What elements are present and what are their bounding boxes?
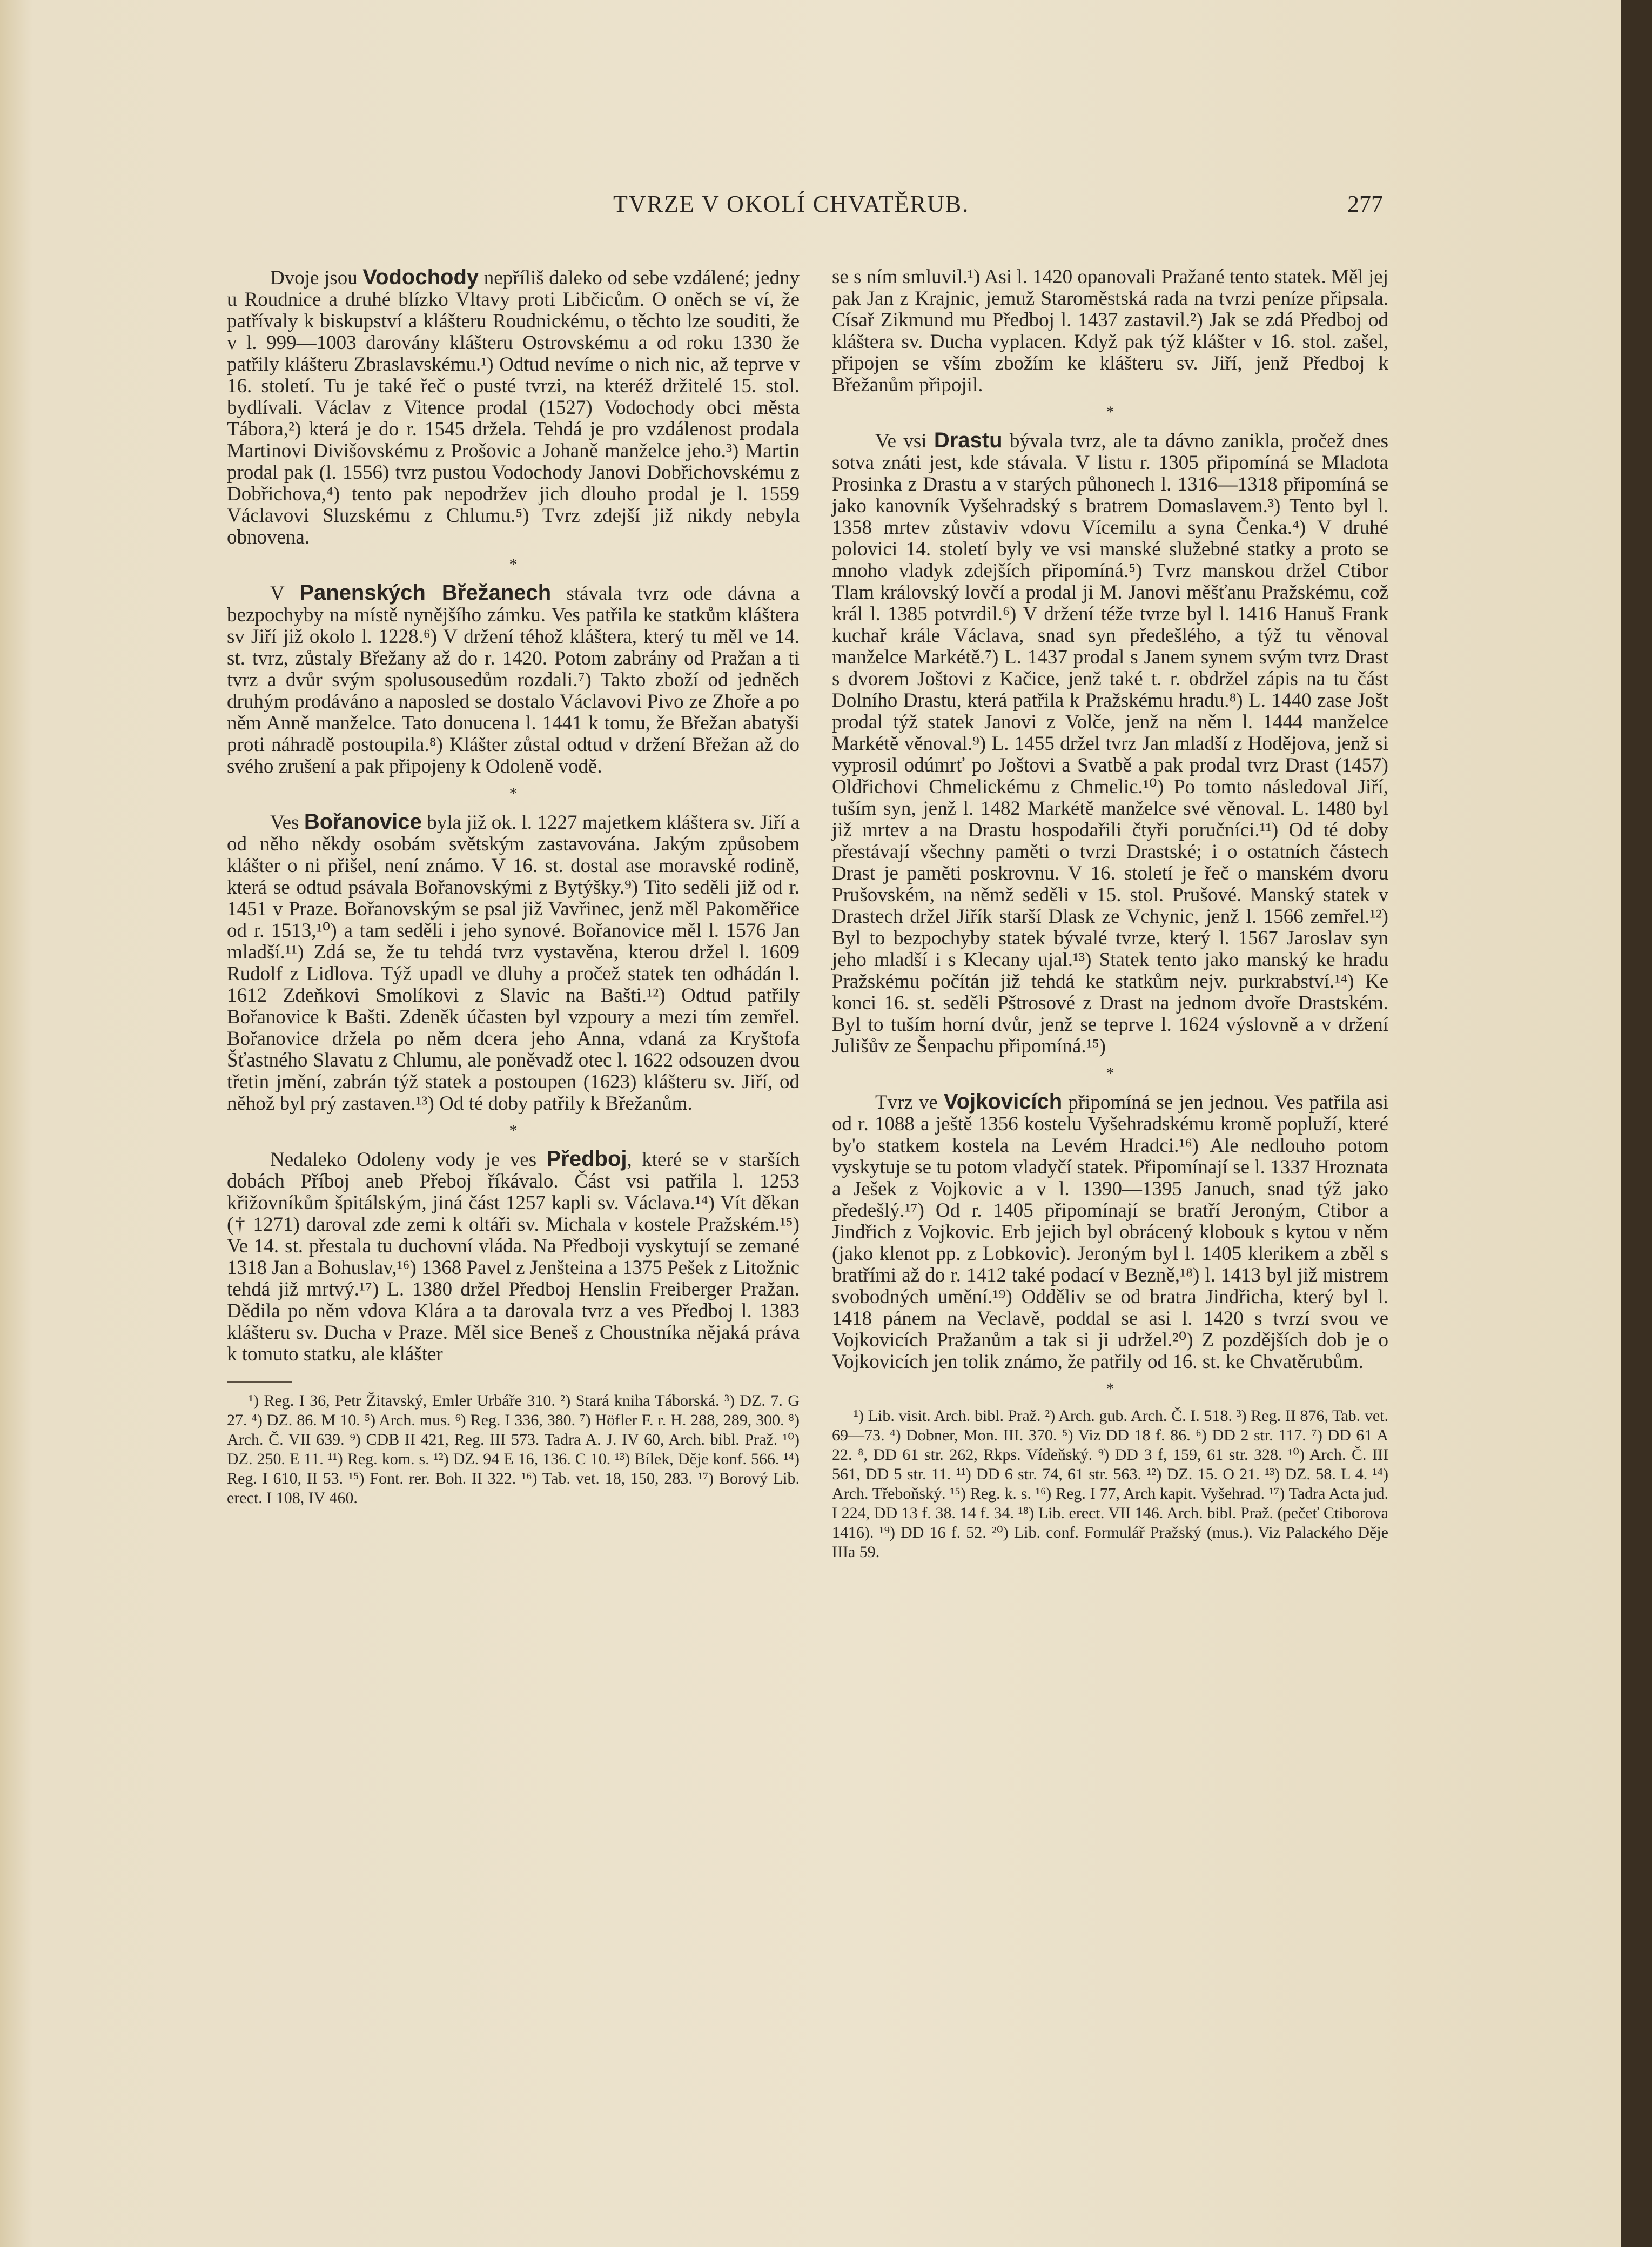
right-column bbox=[832, 266, 1388, 1562]
place-name-heading: Vodochody bbox=[362, 265, 479, 289]
section-separator-star: * bbox=[509, 555, 518, 573]
page-header bbox=[227, 190, 1383, 228]
section-separator-star: * bbox=[1106, 403, 1114, 421]
place-name-heading: Drastu bbox=[934, 428, 1003, 452]
footnote-divider bbox=[227, 1381, 292, 1383]
section-separator-star: * bbox=[509, 784, 518, 802]
section-separator-star: * bbox=[1106, 1380, 1114, 1398]
paragraph-predboj-continued: se s ním smluvil.¹) Asi l. 1420 opanovali Pražané tento statek. Měl jej pak Jan z Krajnic, jemuž Staroměstská rada na tvrzi peníze připsala. Císař Zikmund mu Předboj l. 1437 zastavil.²) Jak se zdá Předboj od kláštera sv. Ducha vyplacen. Když pak týž klášter v 16. stol. zašel, připojen se vším zbožím ke klášteru sv. Jiří, jenž Předboj k Břežanům připojil. bbox=[832, 266, 1388, 396]
footnotes-left: ¹) Reg. I 36, Petr Žitavský, Emler Urbáře 310. ²) Stará kniha Táborská. ³) DZ. 7. G 27. ⁴) DZ. 86. M 10. ⁵) Arch. mus. ⁶) Reg. I 336, 380. ⁷) Höfler F. r. H. 288, 289, 300. ⁸) Arch. Č. VII 639. ⁹) CDB II 421, Reg. III 573. Tadra A. J. IV 60, Arch. bibl. Praž. ¹⁰) DZ. 250. E 11. ¹¹) Reg. kom. s. ¹²) DZ. 94 E 16, 136. C 10. ¹³) Bílek, Děje konf. 566. ¹⁴) Reg. I 610, II 53. ¹⁵) Font. rer. Boh. II 322. ¹⁶) Tab. vet. 18, 150, 283. ¹⁷) Borový Lib. erect. I 108, IV 460. bbox=[227, 1392, 800, 1507]
paragraph-panenske-brezany: V Panenských Břežanech stávala tvrz ode dávna a bezpochyby na místě nynějšího zámku. Ves patřila ke statkům kláštera sv Jiří již okolo l. 1228.⁶) V držení téhož kláštera, který tu měl ve 14. st. tvrz, zůstaly Břežany až do r. 1420. Potom zabrány od Pražan a ti tvrz a dvůr svým spolusousedům rozdali.⁷) Takto zboží od jedněch druhým prodáváno a naposled se dostalo Václavovi Pivo ze Zhoře a po něm Anně manželce. Tato donucena l. 1441 k tomu, že Břežan abatyši proti náhradě postoupila.⁸) Klášter zůstal odtud v držení Břežan až do svého zrušení a pak připojeny k Odoleně vodě. bbox=[227, 581, 800, 777]
left-column bbox=[227, 266, 800, 1508]
running-title: TVRZE V OKOLÍ CHVATĚRUB. bbox=[613, 191, 970, 217]
place-name-heading: Vojkovicích bbox=[943, 1090, 1063, 1114]
paragraph-vojkovice: Tvrz ve Vojkovicích připomíná se jen jednou. Ves patřila asi od r. 1088 a ještě 1356 kostelu Vyšehradskému kromě popluží, které by'o statkem kostela na Levém Hradci.¹⁶) Ale nedlouho potom vyskytuje se tu potom vladyčí statek. Připomínají se l. 1337 Hroznata a Ješek z Vojkovic a v l. 1390—1395 Januch, snad týž jako předešlý.¹⁷) Od r. 1405 připomínají se bratří Jeroným, Ctibor a Jindřich z Vojkovic. Erb jejich byl obrácený klobouk s kytou v něm (jako klenot pp. z Lobkovic). Jeroným byl l. 1405 klerikem a zběl s bratřími až do r. 1412 také podací v Bezně,¹⁸) l. 1413 byl již mistrem svobodných umění.¹⁹) Odděliv se od bratra Jindřicha, který byl l. 1418 pánem na Veclavě, poddal se asi l. 1420 s tvrzí svou ve Vojkovicích Pražanům a tak si ji udržel.²⁰) Z pozdějších dob je o Vojkovicích jen tolik známo, že patřily od 16. st. ke Chvatěrubům. bbox=[832, 1090, 1389, 1373]
section-separator-star: * bbox=[1106, 1064, 1114, 1082]
place-name-heading: Předboj bbox=[546, 1147, 627, 1171]
paragraph-drast: Ve vsi Drastu bývala tvrz, ale ta dávno zanikla, pročež dnes sotva znáti jest, kde stávala. V listu r. 1305 připomíná se Mladota Prosinka z Drastu a v starých půhonech l. 1316—1318 připomíná se jako kanovník Vyšehradský s bratrem Domaslavem.³) Tento byl l. 1358 mrtev zůstaviv vdovu Vícemilu a syna Čenka.⁴) V druhé polovici 14. století byly ve vsi manské služebné statky a proto se mnoho vladyk zdejších připomíná.⁵) Tvrz manskou držel Ctibor Tlam královský lovčí a prodal ji M. Janovi měšťanu Pražskému, což král l. 1385 potvrdil.⁶) V držení téže tvrze byl l. 1416 Hanuš Frank kuchař krále Václava, snad syn předešlého, a týž tu věnoval manželce Markétě.⁷) L. 1437 prodal s Janem synem svým tvrz Drast s dvorem Joštovi z Kačice, jenž také t. r. obdržel zápis na tu část Dolního Drastu, která patřila k Pražskému hradu.⁸) L. 1440 zase Jošt prodal týž statek Janovi z Volče, jenž na něm l. 1444 manželce Markétě věnoval.⁹) L. 1455 držel tvrz Jan mladší z Hodějova, jenž si vyprosil odúmrť po Joštovi a Svatbě a pak prodal tvrz Drast (1457) Oldřichovi Chmelickému z Chmelic.¹⁰) Po tomto následoval Jiří, tuším syn, jenž l. 1482 Markétě manželce své věnoval. L. 1480 byl již mrtev a na Drastu hospodařili čtyři poručníci.¹¹) Od té doby přestávají všechny paměti o tvrzi Drastské; i o ostatních částech Drast je paměti poskrovnu. V 16. století je řeč o manském dvoru Prušovském, na němž seděli v 15. stol. Prušové. Manský statek v Drastech držel Jiřík starší Dlask ze Vchynic, jenž l. 1566 zemřel.¹²) Byl to bezpochyby statek bývalé tvrze, který l. 1567 Jaroslav syn jeho mladší i s Klecany ujal.¹³) Statek tento jako manský ke hradu Pražskému počítán již tehdá ke statkům nejv. purkrabství.¹⁴) Ke konci 16. st. seděli Pštrosové z Drast na jednom dvoře Drastském. Byl to tuším horní dvůr, jenž se teprve l. 1624 výslovně a v držení Julišův ze Šenpachu připomíná.¹⁵) bbox=[832, 428, 1388, 1057]
book-spine-edge bbox=[1621, 0, 1652, 2247]
footnotes-right: ¹) Lib. visit. Arch. bibl. Praž. ²) Arch. gub. Arch. Č. I. 518. ³) Reg. II 876, Tab. vet. 69—73. ⁴) Dobner, Mon. III. 370. ⁵) Viz DD 18 f. 86. ⁶) DD 2 str. 117. ⁷) DD 61 A 22. ⁸, DD 61 str. 262, Rkps. Vídeňský. ⁹) DD 3 f, 159, 61 str. 328. ¹⁰) Arch. Č. III 561, DD 5 str. 11. ¹¹) DD 6 str. 74, 61 str. 563. ¹²) DZ. 15. O 21. ¹³) DZ. 58. L 4. ¹⁴) Arch. Třeboňský. ¹⁵) Reg. k. s. ¹⁶) Reg. I 77, Arch kapit. Vyšehrad. ¹⁷) Tadra Acta jud. I 224, DD 13 f. 38. 14 f. 34. ¹⁸) Lib. erect. VII 146. Arch. bibl. Praž. (pečeť Ctiborova 1416). ¹⁹) DD 16 f. 52. ²⁰) Lib. conf. Formulář Pražský (mus.). Viz Palackého Děje IIIa 59. bbox=[832, 1407, 1388, 1561]
place-name-heading: Panenských Břežanech bbox=[299, 581, 552, 605]
place-name-heading: Bořanovice bbox=[304, 810, 422, 834]
section-separator-star: * bbox=[509, 1122, 518, 1139]
paragraph-predboj: Nedaleko Odoleny vody je ves Předboj, které se v starších dobách Příboj aneb Přeboj říkávalo. Část vsi patřila l. 1253 křižovníkům špitálským, jiná část 1257 kapli sv. Václava.¹⁴) Vít děkan († 1271) daroval zde zemi k oltáři sv. Michala v kostele Pražském.¹⁵) Ve 14. st. přestala tu duchovní vláda. Na Předboji vyskytují se zemané 1318 Jan a Bohuslav,¹⁶) 1368 Pavel z Jenšteina a 1375 Pešek z Litožnic tehdá již mrtvý.¹⁷) L. 1380 držel Předboj Henslin Freiberger Pražan. Dědila po něm vdova Klára a ta darovala tvrz a ves Předboj l. 1383 klášteru sv. Ducha v Praze. Měl sice Beneš z Choustníka nějaká práva k tomuto statku, ale klášter bbox=[227, 1147, 800, 1365]
page-number: 277 bbox=[1347, 191, 1383, 217]
paragraph-boranovice: Ves Bořanovice byla již ok. l. 1227 majetkem kláštera sv. Jiří a od něho někdy osobám světským zastavována. Jakým způsobem klášter o ni přišel, není známo. V 16. st. dostal ase moravské rodině, která se odtud psávala Bořanovskými z Bytýšky.⁹) Tito seděli již od r. 1451 v Praze. Bořanovským se psal již Vavřinec, jenž měl Pakoměřice od r. 1513,¹⁰) a tam seděli i jeho synové. Bořanovice měl l. 1576 Jan mladší.¹¹) Zdá se, že tu tehdá tvrz vystavěna, kterou držel l. 1609 Rudolf z Lidlova. Týž upadl ve dluhy a pročež statek ten odhádán l. 1612 Zdeňkovi Smolíkovi z Slavic na Bašti.¹²) Odtud patřily Bořanovice k Bašti. Zdeněk účasten byl vzpoury a mezi tím zemřel. Bořanovice držela po něm dcera jeho Anna, vdaná za Kryštofa Šťastného Slavatu z Chlumu, ale poněvadž otec l. 1622 odsouzen dvou třetin jmění, zabrán týž statek a postoupen (1623) klášteru sv. Jiří, od něhož byl prý zastaven.¹³) Od té doby patřily k Břežanům. bbox=[227, 810, 800, 1115]
paragraph-vodochody: Dvoje jsou Vodochody nepříliš daleko od sebe vzdálené; jedny u Roudnice a druhé blízko Vltavy proti Libčicům. O oněch se ví, že patřívaly k biskupství a klášteru Roudnickému, o těchto lze souditi, že v l. 999—1003 darovány klášteru Ostrovskému a od roku 1330 že patřily klášteru Zbraslavskému.¹) Odtud nevíme o nich nic, až teprve v 16. století. Tu je také řeč o pusté tvrzi, na kteréž držitelé 15. stol. bydlívali. Václav z Vitence prodal (1527) Vodochody obci města Tábora,²) která je do r. 1545 držela. Tehdá je pro vzdálenost prodala Martinovi Divišovskému z Prošovic a Johaně manželce jeho.³) Martin prodal pak (l. 1556) tvrz pustou Vodochody Janovi Dobřichovskému z Dobřichova,⁴) tento pak nepodržev jich dlouho prodal je l. 1559 Václavovi Sluzskému z Chlumu.⁵) Tvrz zdejší již nikdy nebyla obnovena. bbox=[227, 265, 800, 548]
